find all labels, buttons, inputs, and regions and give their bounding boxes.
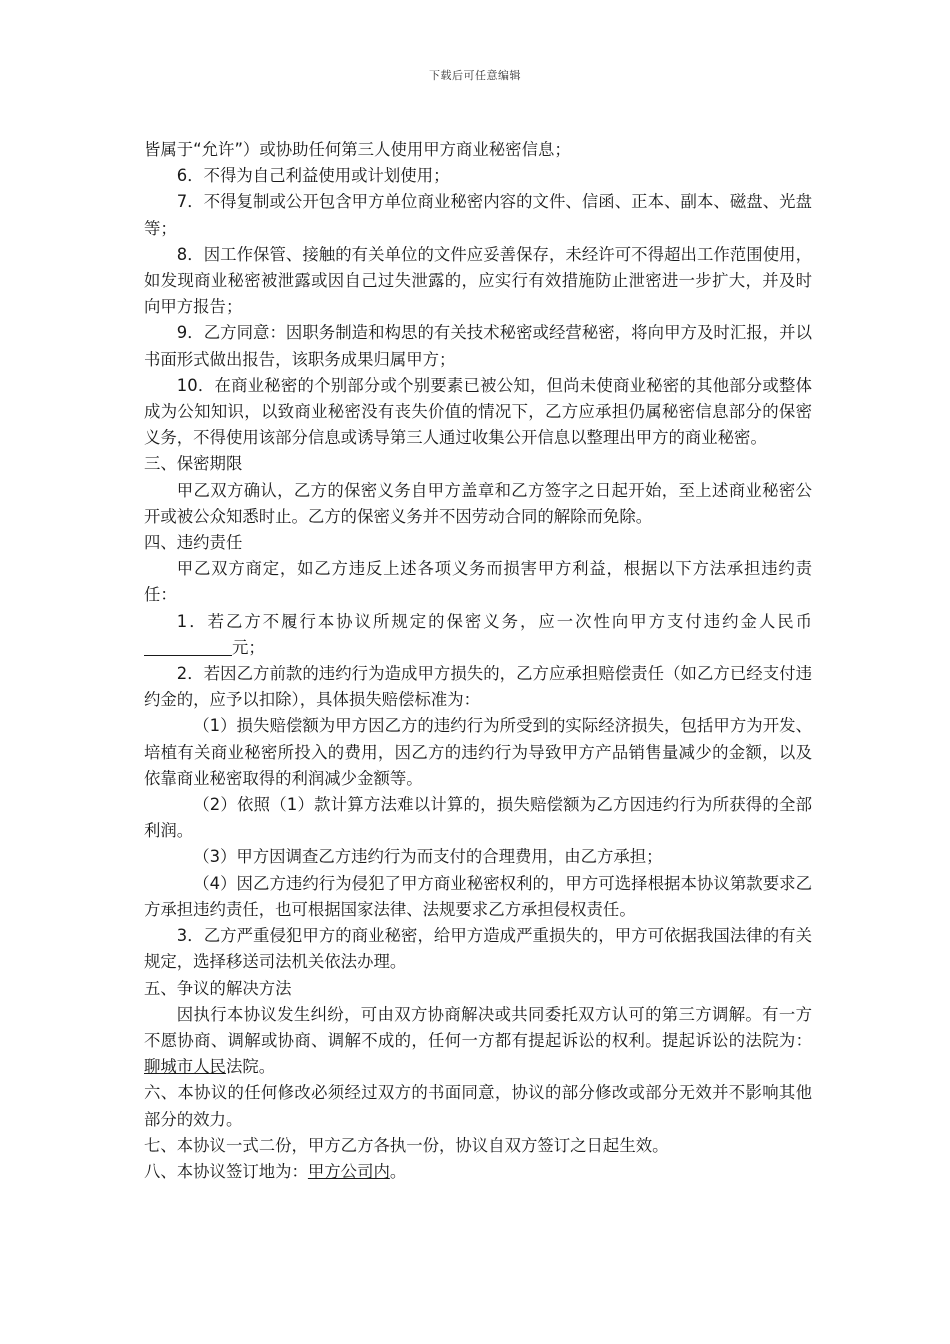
- section-3-paragraph: 甲乙双方确认，乙方的保密义务自甲方盖章和乙方签字之日起开始，至上述商业秘密公开或被公众知悉时止。乙方的保密义务并不因劳动合同的解除而免除。: [144, 480, 812, 526]
- page-header: 下载后可任意编辑: [429, 69, 521, 82]
- section-4-title: 四、违约责任: [144, 533, 243, 553]
- section-4-sub-1: （1）损失赔偿额为甲方因乙方的违约行为所受到的实际经济损失，包括甲方为开发、培植有关商业秘密所投入的费用，因乙方的违约行为导致甲方产品销售量减少的金额，以及依靠商业秘密取得的利润减少金额等。: [144, 716, 812, 788]
- clause-8: 8．因工作保管、接触的有关单位的文件应妥善保存，未经许可不得超出工作范围使用，如发现商业秘密被泄露或因自己过失泄露的，应实行有效措施防止泄密进一步扩大，并及时向甲方报告；: [144, 244, 812, 317]
- clause-9: 9．乙方同意：因职务制造和构思的有关技术秘密或经营秘密，将向甲方及时汇报，并以书面形式做出报告，该职务成果归属甲方；: [144, 323, 812, 369]
- section-5-title: 五、争议的解决方法: [144, 978, 292, 998]
- section-5-tail: 法院。: [225, 1057, 276, 1077]
- item-1-text: 1．若乙方不履行本协议所规定的保密义务，应一次性向甲方支付违约金人民币: [176, 611, 812, 631]
- section-8-tail: 。: [389, 1161, 407, 1181]
- section-5-paragraph: [144, 1002, 812, 1081]
- section-3-title: 三、保密期限: [144, 454, 243, 474]
- clause-7: 7．不得复制或公开包含甲方单位商业秘密内容的文件、信函、正本、副本、磁盘、光盘等；: [144, 192, 812, 238]
- section-7: 七、本协议一式二份，甲方乙方各执一份，协议自双方签订之日起生效。: [144, 1135, 669, 1155]
- section-4-item-3: 3．乙方严重侵犯甲方的商业秘密，给甲方造成严重损失的，甲方可依据我国法律的有关规定，选择移送司法机关依法办理。: [144, 926, 812, 972]
- section-4-sub-2: （2）依照（1）款计算方法难以计算的，损失赔偿额为乙方因违约行为所获得的全部利润。: [144, 795, 812, 841]
- paragraph-continued: 皆属于“允许”）或协助任何第三人使用甲方商业秘密信息；: [144, 140, 571, 159]
- section-4-intro: 甲乙双方商定，如乙方违反上述各项义务而损害甲方利益，根据以下方法承担违约责任：: [144, 559, 812, 605]
- court-name: 聊城市人民: [144, 1057, 226, 1077]
- item-1-unit: 元；: [232, 637, 265, 657]
- section-4-item-1: [144, 609, 812, 661]
- clause-6: 6．不得为自己利益使用或计划使用；: [176, 166, 450, 186]
- signing-place: 甲方公司内: [307, 1161, 390, 1181]
- section-5-text: 因执行本协议发生纠纷，可由双方协商解决或共同委托双方认可的第三方调解。有一方不愿协商、调解或协商、调解不成的，任何一方都有提起诉讼的权利。提起诉讼的法院为：: [144, 1004, 812, 1050]
- section-6: 六、本协议的任何修改必须经过双方的书面同意，协议的部分修改或部分无效并不影响其他部分的效力。: [144, 1083, 812, 1129]
- section-4-item-2: 2．若因乙方前款的违约行为造成甲方损失的，乙方应承担赔偿责任（如乙方已经支付违约金的，应予以扣除），具体损失赔偿标准为：: [144, 664, 812, 710]
- section-8-text: 八、本协议签订地为：: [144, 1161, 308, 1181]
- section-8: [144, 1159, 812, 1185]
- section-4-sub-3: （3）甲方因调查乙方违约行为而支付的合理费用，由乙方承担；: [193, 847, 663, 867]
- document-body: [144, 137, 812, 1185]
- section-4-sub-4: （4）因乙方违约行为侵犯了甲方商业秘密权利的，甲方可选择根据本协议第款要求乙方承担违约责任，也可根据国家法律、法规要求乙方承担侵权责任。: [144, 873, 812, 919]
- clause-10: 10．在商业秘密的个别部分或个别要素已被公知，但尚未使商业秘密的其他部分或整体成为公知知识，以致商业秘密没有丧失价值的情况下，乙方应承担仍属秘密信息部分的保密义务，不得使用该部分信息或诱导第三人通过收集公开信息以整理出甲方的商业秘密。: [144, 375, 812, 448]
- penalty-amount-blank: [144, 637, 232, 656]
